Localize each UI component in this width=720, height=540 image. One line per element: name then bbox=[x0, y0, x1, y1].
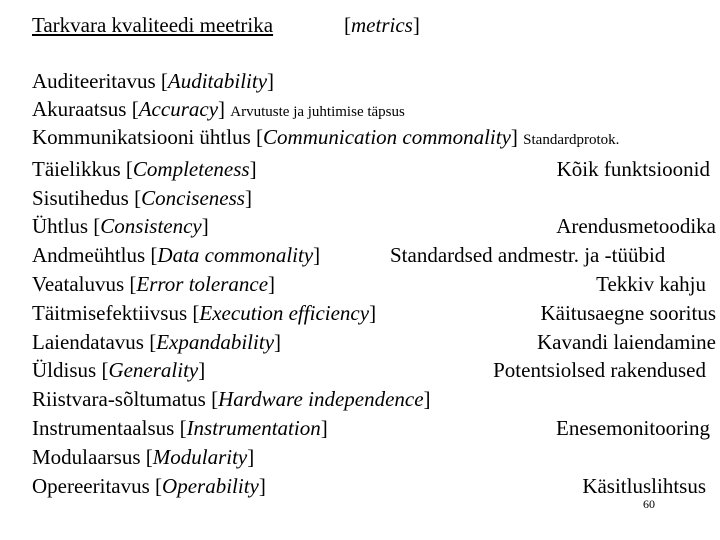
metric-row-communication-commonality: Kommunikatsiooni ühtlus [Communication commonality] Standardprotok. bbox=[32, 125, 620, 149]
metric-name-et: Üldisus bbox=[32, 358, 97, 382]
metric-name-et: Modulaarsus bbox=[32, 445, 141, 469]
metric-name-et: Veataluvus bbox=[32, 272, 125, 296]
metric-note: Arvutuste ja juhtimise täpsus bbox=[230, 104, 405, 120]
metric-name-en: Data commonality bbox=[157, 243, 314, 267]
metric-note: Enesemonitooring bbox=[556, 416, 710, 440]
title-english-tag: [metrics] bbox=[344, 13, 420, 37]
metric-name-et: Riistvara-sõltumatus bbox=[32, 387, 206, 411]
metric-name-et: Opereeritavus bbox=[32, 474, 150, 498]
metric-note: Standardsed andmestr. ja -tüübid bbox=[390, 243, 666, 267]
metric-name-et: Sisutihedus bbox=[32, 186, 129, 210]
metric-row-auditability: Auditeeritavus [Auditability] bbox=[32, 69, 275, 93]
metric-name-en: Accuracy bbox=[138, 97, 219, 121]
metric-name-en: Communication commonality bbox=[263, 125, 511, 149]
metric-name-en: Error tolerance bbox=[136, 272, 269, 296]
metric-name-et: Täitmisefektiivsus bbox=[32, 301, 188, 325]
metric-row-generality: Üldisus [Generality] bbox=[32, 358, 206, 382]
metric-name-et: Laiendatavus bbox=[32, 330, 144, 354]
metric-row-consistency: Ühtlus [Consistency] bbox=[32, 214, 209, 238]
metric-row-accuracy: Akuraatsus [Accuracy] Arvutuste ja juhtimise täpsus bbox=[32, 97, 405, 121]
metric-name-et: Akuraatsus bbox=[32, 97, 127, 121]
metric-note: Kõik funktsioonid bbox=[556, 157, 710, 181]
metric-name-en: Completeness bbox=[132, 157, 250, 181]
metric-name-en: Modularity bbox=[152, 445, 248, 469]
page-number: 60 bbox=[643, 497, 655, 511]
metric-row-expandability: Laiendatavus [Expandability] bbox=[32, 330, 282, 354]
metric-name-en: Consistency bbox=[100, 214, 202, 238]
metric-name-et: Täielikkus bbox=[32, 157, 121, 181]
metric-name-et: Andmeühtlus bbox=[32, 243, 146, 267]
metric-row-error-tolerance: Veataluvus [Error tolerance] bbox=[32, 272, 276, 296]
metric-row-completeness: Täielikkus [Completeness] bbox=[32, 157, 257, 181]
metric-name-et: Auditeeritavus bbox=[32, 69, 156, 93]
metric-row-operability: Opereeritavus [Operability] bbox=[32, 474, 266, 498]
metric-note: Käitusaegne sooritus bbox=[540, 301, 716, 325]
metric-row-data-commonality: Andmeühtlus [Data commonality] bbox=[32, 243, 321, 267]
title-estonian: Tarkvara kvaliteedi meetrika bbox=[32, 13, 274, 37]
metric-name-en: Operability bbox=[162, 474, 259, 498]
metric-name-en: Expandability bbox=[156, 330, 275, 354]
slide-title bbox=[32, 12, 420, 38]
metric-name-en: Instrumentation bbox=[186, 416, 321, 440]
metric-note: Kavandi laiendamine bbox=[536, 330, 716, 354]
metric-row-instrumentation: Instrumentaalsus [Instrumentation] bbox=[32, 416, 328, 440]
metric-name-en: Auditability bbox=[167, 69, 268, 93]
metric-note: Käsitluslihtsus bbox=[582, 474, 706, 498]
metric-note: Potentsiolsed rakendused bbox=[493, 358, 706, 382]
metric-note: Standardprotok. bbox=[523, 132, 620, 148]
metric-name-en: Generality bbox=[108, 358, 199, 382]
metric-row-conciseness: Sisutihedus [Conciseness] bbox=[32, 186, 252, 210]
metric-name-en: Conciseness bbox=[141, 186, 245, 210]
metric-name-et: Ühtlus bbox=[32, 214, 89, 238]
metric-name-en: Hardware independence bbox=[218, 387, 424, 411]
metric-name-et: Kommunikatsiooni ühtlus bbox=[32, 125, 251, 149]
metric-row-execution-efficiency: Täitmisefektiivsus [Execution efficiency] bbox=[32, 301, 377, 325]
metric-name-en: Execution efficiency bbox=[199, 301, 370, 325]
metric-note: Tekkiv kahju bbox=[596, 272, 706, 296]
metric-note: Arendusmetoodika bbox=[556, 214, 716, 238]
metric-row-hardware-independence: Riistvara-sõltumatus [Hardware independence] bbox=[32, 387, 431, 411]
metric-row-modularity: Modulaarsus [Modularity] bbox=[32, 445, 255, 469]
metric-name-et: Instrumentaalsus bbox=[32, 416, 175, 440]
